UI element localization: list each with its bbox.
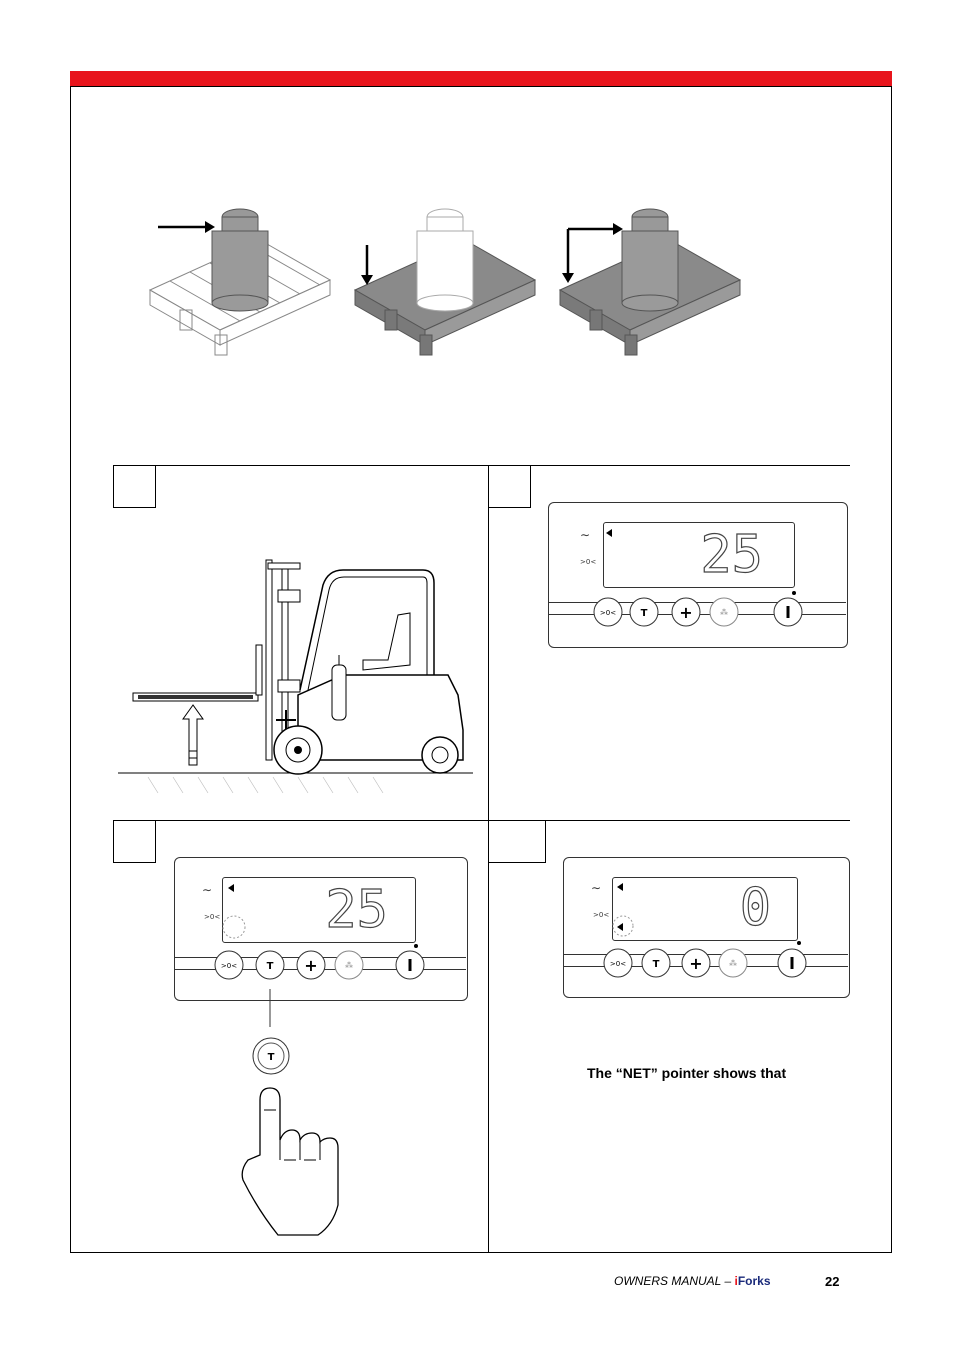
svg-text:>0<: >0< bbox=[609, 960, 627, 968]
svg-text:+: + bbox=[689, 954, 703, 973]
panel-2-controls bbox=[548, 502, 846, 646]
svg-text:T: T bbox=[267, 1052, 275, 1063]
step-box-1 bbox=[113, 465, 156, 508]
forklift-illustration bbox=[118, 555, 478, 800]
plus-button-icon[interactable] bbox=[297, 951, 325, 979]
reading-display-2: 25 bbox=[700, 525, 763, 585]
zero-button-icon[interactable] bbox=[594, 598, 622, 626]
zero-button-icon[interactable] bbox=[604, 949, 632, 977]
svg-text:⁂: ⁂ bbox=[345, 961, 353, 970]
page-number: 22 bbox=[825, 1274, 840, 1289]
svg-text:>0<: >0< bbox=[599, 609, 617, 617]
row-rule-2-left bbox=[113, 820, 488, 821]
power-button-icon[interactable] bbox=[396, 951, 424, 979]
tare-button-icon[interactable] bbox=[642, 949, 670, 977]
svg-text:>0<: >0< bbox=[220, 962, 238, 970]
manual-label: OWNERS MANUAL – bbox=[614, 1274, 735, 1288]
svg-text:>0<: >0< bbox=[204, 913, 221, 921]
svg-text:⁂: ⁂ bbox=[729, 959, 737, 968]
svg-text:T: T bbox=[652, 959, 660, 970]
tare-button-icon[interactable] bbox=[630, 598, 658, 626]
brand-i: i bbox=[734, 1274, 738, 1288]
power-button-icon[interactable] bbox=[778, 949, 806, 977]
panel-3-controls bbox=[174, 857, 466, 999]
net-pointer-caption: The “NET” pointer shows that bbox=[587, 1065, 787, 1081]
svg-text:⁂: ⁂ bbox=[720, 608, 728, 617]
reading-display-3: 25 bbox=[325, 880, 388, 940]
print-button-icon[interactable] bbox=[719, 949, 747, 977]
power-button-icon[interactable] bbox=[774, 598, 802, 626]
print-button-icon[interactable] bbox=[335, 951, 363, 979]
tare-button-icon[interactable] bbox=[256, 951, 284, 979]
header-bar bbox=[70, 71, 892, 87]
svg-text:∼: ∼ bbox=[580, 528, 591, 542]
print-button-icon[interactable] bbox=[710, 598, 738, 626]
svg-text:T: T bbox=[266, 961, 274, 972]
hand-pointer-icon bbox=[238, 1030, 348, 1245]
plus-button-icon[interactable] bbox=[682, 949, 710, 977]
svg-text:∼: ∼ bbox=[591, 881, 602, 895]
svg-text:+: + bbox=[304, 956, 318, 975]
zero-button-icon[interactable] bbox=[215, 951, 243, 979]
step-box-3 bbox=[113, 820, 156, 863]
pallet-illustration bbox=[140, 195, 760, 365]
reading-display-4: 0 bbox=[739, 878, 771, 938]
footer-manual-label bbox=[614, 1274, 771, 1288]
svg-text:+: + bbox=[679, 603, 693, 622]
svg-text:>0<: >0< bbox=[580, 558, 597, 566]
svg-text:>0<: >0< bbox=[593, 911, 610, 919]
row-rule-1-right bbox=[488, 465, 850, 466]
step-box-4 bbox=[488, 820, 546, 863]
step-box-2 bbox=[488, 465, 531, 508]
svg-text:T: T bbox=[640, 608, 648, 619]
plus-button-icon[interactable] bbox=[672, 598, 700, 626]
panel-4-controls bbox=[563, 857, 848, 996]
brand-forks: Forks bbox=[737, 1274, 771, 1288]
row-rule-1-left bbox=[113, 465, 488, 466]
svg-text:∼: ∼ bbox=[202, 883, 213, 897]
